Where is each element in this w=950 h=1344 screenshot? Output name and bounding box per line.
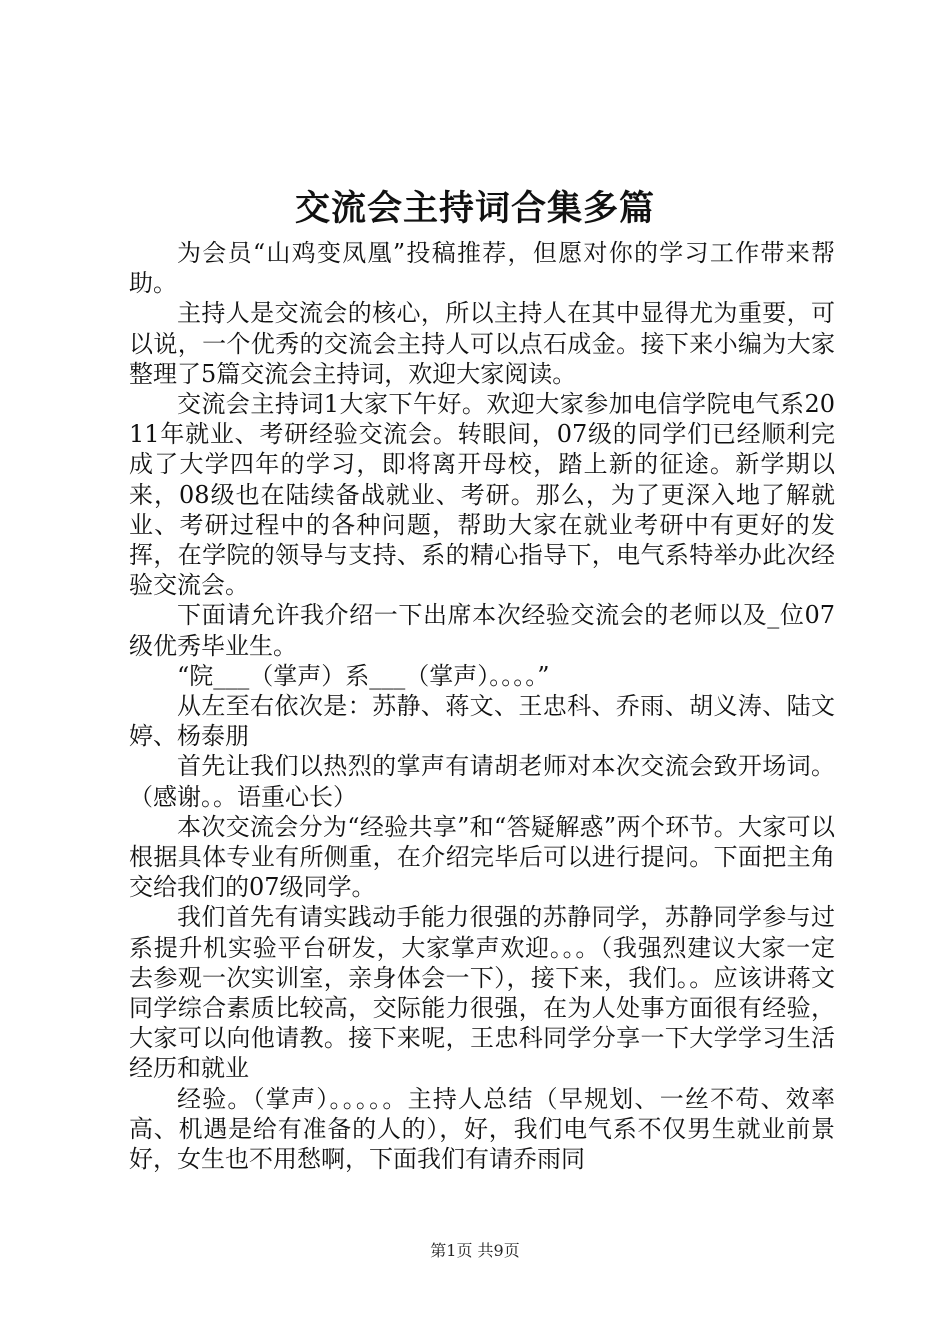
paragraph-name-list: 从左至右依次是：苏静、蒋文、王忠科、乔雨、胡义涛、陆文婷、杨泰朋 <box>129 692 835 751</box>
paragraph-student-speakers: 我们首先有请实践动手能力很强的苏静同学，苏静同学参与过系提升机实验平台研发，大家掌声欢迎。。。（我强烈建议大家一定去参观一次实训室，亲身体会一下），接下来，我们。。应该讲蒋文同学综合素质比较高，交际能力很强，在为人处事方面很有经验，大家可以向他请教。接下来呢，王忠科同学分享一下大学学习生活经历和就业 <box>129 903 835 1083</box>
document-title: 交流会主持词合集多篇 <box>294 188 655 229</box>
paragraph-speech-1-opening: 交流会主持词1大家下午好。欢迎大家参加电信学院电气系2011年就业、考研经验交流会。转眼间，07级的同学们已经顺利完成了大学四年的学习，即将离开母校，踏上新的征途。新学期以来，08级也在陆续备战就业、考研。那么，为了更深入地了解就业、考研过程中的各种问题，帮助大家在就业考研中有更好的发挥，在学院的领导与支持、系的精心指导下，电气系特举办此次经验交流会。 <box>129 390 835 600</box>
page-number-footer: 第1页 共9页 <box>430 1241 520 1260</box>
paragraph-session-structure: 本次交流会分为“经验共享”和“答疑解惑”两个环节。大家可以根据具体专业有所侧重，在介绍完毕后可以进行提问。下面把主角交给我们的07级同学。 <box>129 812 835 902</box>
paragraph-applause-line: “院___（掌声）系___（掌声）。。。。” <box>177 661 550 690</box>
paragraph-intro: 为会员“山鸡变凤凰”投稿推荐，但愿对你的学习工作带来帮助。 <box>129 239 835 298</box>
document-body <box>129 238 835 1174</box>
paragraph-host-summary: 经验。（掌声）。。。。。主持人总结（早规划、一丝不苟、效率高、机遇是给有准备的人的），好，我们电气系不仅男生就业前景好，女生也不用愁啊，下面我们有请乔雨同 <box>129 1084 835 1174</box>
paragraph-host-importance: 主持人是交流会的核心，所以主持人在其中显得尤为重要，可以说，一个优秀的交流会主持人可以点石成金。接下来小编为大家整理了5篇交流会主持词，欢迎大家阅读。 <box>129 299 835 388</box>
paragraph-introduce-guests: 下面请允许我介绍一下出席本次经验交流会的老师以及_位07级优秀毕业生。 <box>129 601 835 660</box>
paragraph-opening-remarks: 首先让我们以热烈的掌声有请胡老师对本次交流会致开场词。（感谢。。语重心长） <box>129 752 835 811</box>
